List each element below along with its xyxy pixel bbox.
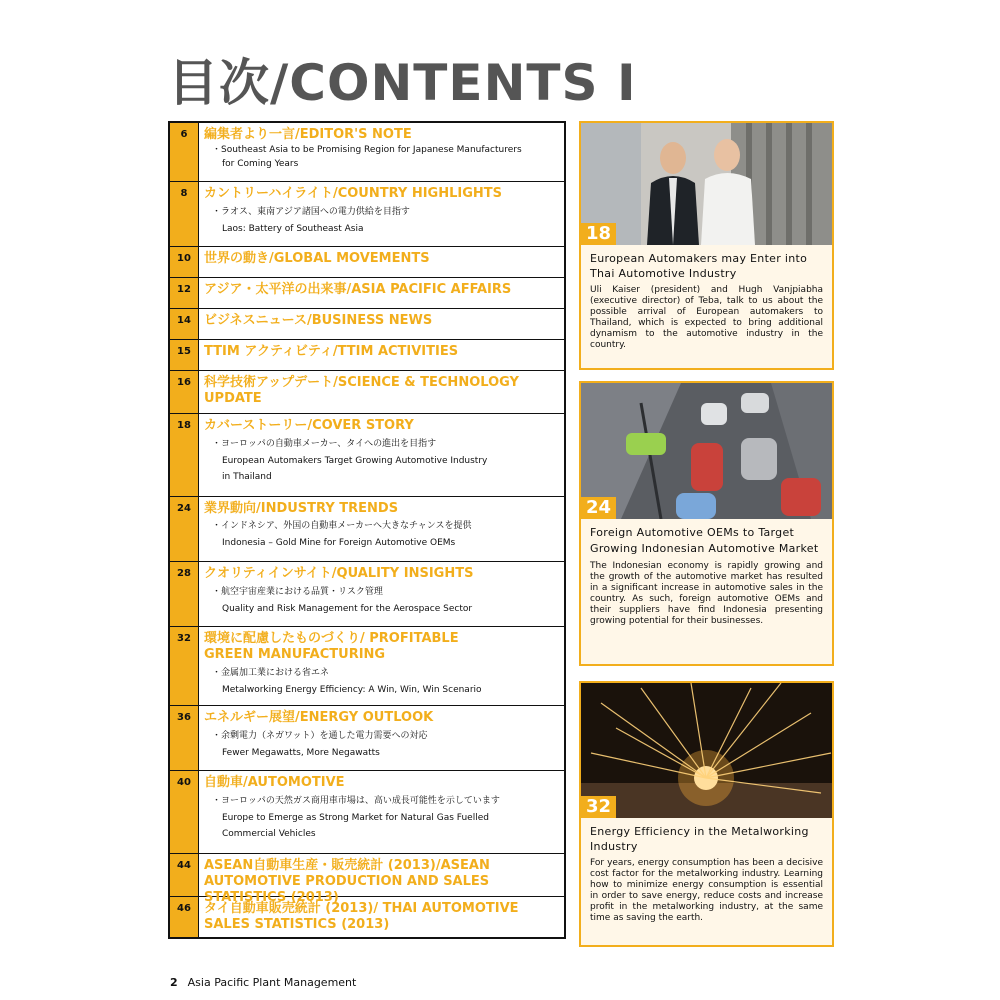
- toc-page-number: 36: [170, 706, 199, 770]
- toc-heading[interactable]: カントリーハイライト/COUNTRY HIGHLIGHTS: [204, 186, 503, 201]
- toc-page-number: 44: [170, 854, 199, 896]
- toc-heading[interactable]: ASEAN自動車生産・販売統計 (2013)/ASEAN AUTOMOTIVE PRODUCTION AND SALES STATISTICS (2013): [204, 858, 490, 905]
- feature-card[interactable]: [579, 121, 834, 370]
- toc-subitem: ・ヨーロッパの自動車メーカー、タイへの進出を目指す: [212, 439, 437, 449]
- toc-subitem: Quality and Risk Management for the Aerospace Sector: [222, 604, 473, 614]
- toc-heading[interactable]: ビジネスニュース/BUSINESS NEWS: [204, 313, 433, 328]
- feature-card[interactable]: [579, 681, 834, 947]
- toc-subitem: ・Southeast Asia to be Promising Region for Japanese Manufacturers: [212, 145, 522, 155]
- toc-page-number: 15: [170, 340, 199, 370]
- toc-page-number: 8: [170, 182, 199, 246]
- toc-subitem: ・余剰電力（ネガワット）を通した電力需要への対応: [212, 731, 428, 741]
- toc-page-number: 12: [170, 278, 199, 308]
- toc-heading[interactable]: クオリティインサイト/QUALITY INSIGHTS: [204, 566, 474, 581]
- toc-heading[interactable]: タイ自動車販売統計 (2013)/ THAI AUTOMOTIVE SALES STATISTICS (2013): [204, 901, 519, 932]
- toc-row: [170, 771, 564, 854]
- toc-page-number: 28: [170, 562, 199, 626]
- toc-subitem: ・金属加工業における省エネ: [212, 668, 330, 678]
- toc-row: [170, 897, 564, 937]
- toc-subitem: Indonesia – Gold Mine for Foreign Automotive OEMs: [222, 538, 456, 548]
- toc-page-number: 18: [170, 414, 199, 496]
- toc-page-number: 10: [170, 247, 199, 277]
- toc-subitem: ・航空宇宙産業における品質・リスク管理: [212, 587, 383, 597]
- feature-description: For years, energy consumption has been a decisive cost factor for the metalworking industry. Learning how to minimize energy consumption is essential in order to save energy, reduce costs and increase profit in the metalworking industry, at the same time as saving the earth.: [590, 858, 823, 923]
- toc-row: [170, 562, 564, 627]
- toc-subitem: ・ヨーロッパの天然ガス商用車市場は、高い成長可能性を示しています: [212, 796, 500, 806]
- toc-heading[interactable]: 環境に配慮したものづくり/ PROFITABLE GREEN MANUFACTURING: [204, 631, 459, 662]
- toc-subitem: European Automakers Target Growing Automotive Industry: [222, 456, 488, 466]
- feature-page-number: 18: [581, 223, 616, 245]
- page-footer: [170, 976, 356, 989]
- feature-title: Foreign Automotive OEMs to Target Growing Indonesian Automotive Market: [590, 526, 819, 555]
- feature-title: European Automakers may Enter into Thai Automotive Industry: [590, 252, 808, 280]
- table-of-contents: [168, 121, 566, 939]
- toc-heading[interactable]: カバーストーリー/COVER STORY: [204, 418, 414, 433]
- toc-row: [170, 371, 564, 414]
- feature-title: Energy Efficiency in the Metalworking Industry: [590, 825, 809, 853]
- toc-subitem: Commercial Vehicles: [222, 829, 316, 839]
- toc-row: [170, 706, 564, 771]
- toc-page-number: 40: [170, 771, 199, 853]
- toc-page-number: 16: [170, 371, 199, 413]
- toc-heading[interactable]: 科学技術アップデート/SCIENCE & TECHNOLOGY UPDATE: [204, 375, 519, 406]
- toc-subitem: Europe to Emerge as Strong Market for Natural Gas Fuelled: [222, 813, 489, 823]
- toc-row: [170, 182, 564, 247]
- toc-subitem: Laos: Battery of Southeast Asia: [222, 224, 364, 234]
- toc-page-number: 24: [170, 497, 199, 561]
- toc-row: [170, 497, 564, 562]
- page-title: 目次/CONTENTS I: [168, 54, 637, 112]
- feature-description: The Indonesian economy is rapidly growing and the growth of the automotive market has resulted in a significant increase in automotive sales in the country. As such, foreign automotive OEMs and their suppliers have find Indonesia presenting growing potential for their businesses.: [590, 561, 823, 626]
- feature-page-number: 32: [581, 796, 616, 818]
- toc-heading[interactable]: 業界動向/INDUSTRY TRENDS: [204, 501, 399, 516]
- toc-heading[interactable]: エネルギー展望/ENERGY OUTLOOK: [204, 710, 434, 725]
- toc-row: [170, 309, 564, 340]
- toc-row: [170, 123, 564, 182]
- toc-heading[interactable]: アジア・太平洋の出来事/ASIA PACIFIC AFFAIRS: [204, 282, 512, 297]
- toc-subitem: Fewer Megawatts, More Negawatts: [222, 748, 380, 758]
- toc-row: [170, 854, 564, 905]
- footer-publication: Asia Pacific Plant Management: [187, 976, 357, 989]
- toc-heading[interactable]: TTIM アクティビティ/TTIM ACTIVITIES: [204, 344, 459, 359]
- toc-page-number: 6: [170, 123, 199, 181]
- toc-row: [170, 278, 564, 309]
- toc-heading[interactable]: 世界の動き/GLOBAL MOVEMENTS: [204, 251, 430, 266]
- toc-subitem: ・ラオス、東南アジア諸国への電力供給を目指す: [212, 207, 410, 217]
- toc-subitem: in Thailand: [222, 472, 272, 482]
- toc-subitem: Metalworking Energy Efficiency: A Win, Win, Win Scenario: [222, 685, 482, 695]
- feature-photo-traffic: [581, 383, 832, 519]
- feature-description: Uli Kaiser (president) and Hugh Vanjpiabha (executive director) of Teba, talk to us about the possible arrival of European automakers to Thailand, which is expected to bring additional dynamism to the automotive industry in the country.: [590, 285, 823, 350]
- toc-row: [170, 627, 564, 706]
- toc-row: [170, 247, 564, 278]
- feature-page-number: 24: [581, 497, 616, 519]
- feature-card[interactable]: [579, 381, 834, 666]
- toc-page-number: 32: [170, 627, 199, 705]
- toc-row: [170, 414, 564, 497]
- toc-page-number: 14: [170, 309, 199, 339]
- toc-page-number: 46: [170, 897, 199, 937]
- footer-page-number: 2: [170, 976, 178, 989]
- toc-heading[interactable]: 自動車/AUTOMOTIVE: [204, 775, 345, 790]
- feature-photo-sparks: [581, 683, 832, 818]
- toc-subitem: ・インドネシア、外国の自動車メーカーへ大きなチャンスを提供: [212, 521, 472, 531]
- toc-heading[interactable]: 編集者より一言/EDITOR'S NOTE: [204, 127, 412, 142]
- toc-row: [170, 340, 564, 371]
- feature-photo-executives: [581, 123, 832, 245]
- toc-subitem: for Coming Years: [222, 159, 299, 169]
